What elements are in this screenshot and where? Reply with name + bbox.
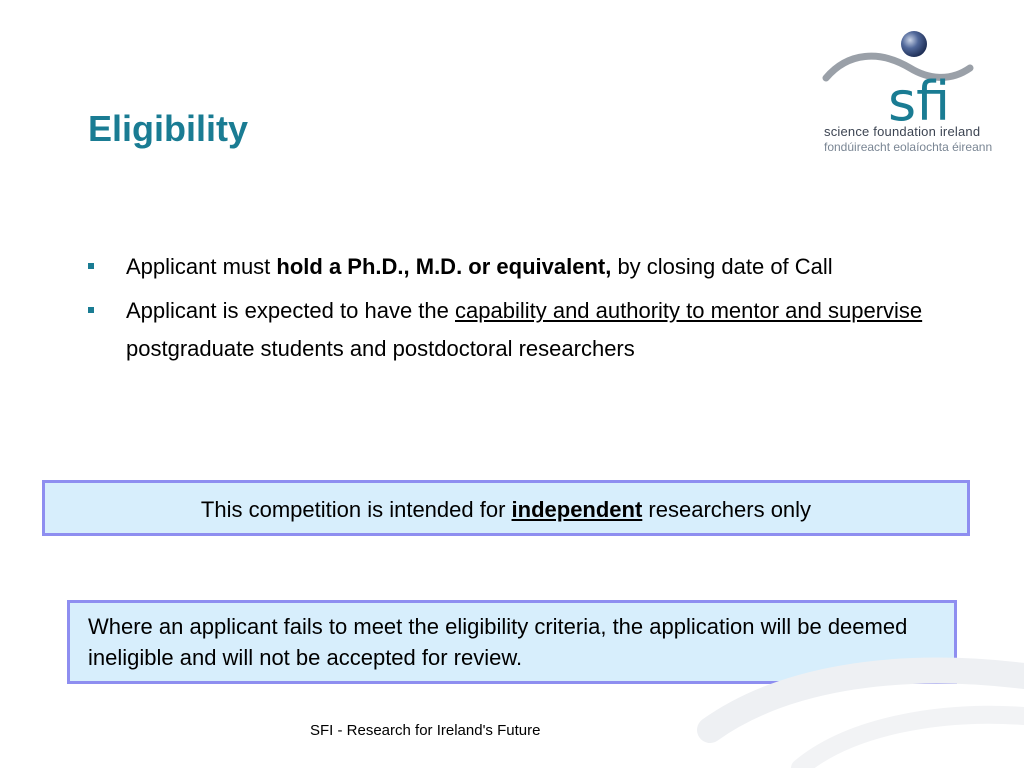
logo-caption-irish: fondúireacht eolaíochta éireann <box>824 140 993 154</box>
sfi-wordmark: sfi <box>888 70 951 133</box>
bullet-2-pre: Applicant is expected to have the <box>126 298 455 323</box>
bullet-item-mentor <box>88 292 948 368</box>
slide-title: Eligibility <box>88 108 249 149</box>
bullet-1-bold: hold a Ph.D., M.D. or equivalent, <box>276 254 612 279</box>
bullet-marker <box>88 263 94 269</box>
bullet-2-post: postgraduate students and postdoctoral researchers <box>126 336 635 361</box>
bullet-2-underline: capability and authority to mentor and supervise <box>455 298 923 323</box>
footer-text: SFI - Research for Ireland's Future <box>310 722 541 739</box>
logo-caption-english: science foundation ireland <box>824 124 981 139</box>
bullet-marker <box>88 307 94 313</box>
notice-box <box>42 480 970 536</box>
warning-text: Where an applicant fails to meet the eligibility criteria, the application will be deemed ineligible and will not be accepted for review. <box>88 614 908 670</box>
notice-pre: This competition is intended for <box>200 497 512 522</box>
bullet-list <box>88 248 948 374</box>
notice-emphasis: independent <box>511 497 643 522</box>
bullet-item-phd <box>88 248 948 286</box>
decorative-swoosh <box>690 640 1024 768</box>
notice-post: researchers only <box>642 497 812 522</box>
bullet-1-pre: Applicant must <box>126 254 277 279</box>
bullet-1-post: by closing date of Call <box>611 254 833 279</box>
